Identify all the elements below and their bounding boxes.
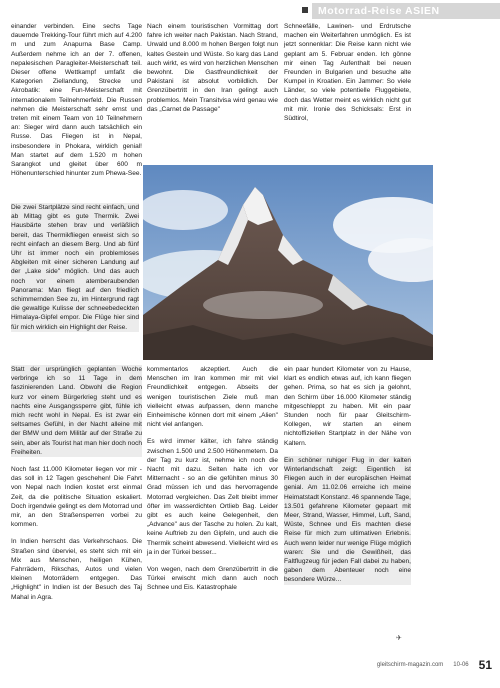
paragraph: Schneefälle, Lawinen- und Erdrutsche machen ein Weiterfahren unmöglich. Es ist jetzt sonnenklar: Die Reise kann nicht wie geplant am 5. Februar enden. Ich gönne mir einen Tag Aufenthalt bei neuen Freunden in Bulgarien und besuche alte Kumpel in Kroatien. Ein Jammer: So viele Länder, so viele potentielle Fluggebiete, doch das Wetter meint es wirklich nicht gut mit mir. Ironie des Schicksals: Erst in Südtirol,: [284, 23, 411, 123]
paragraph: Ein schöner ruhiger Flug in der kalten Winterlandschaft zeigt: Eigentlich ist Fliegen auch in der europäischen Heimat genial. Am 11.02.06 erreiche ich meine Heimatstadt Konstanz. 46 spannende Tage, 13.501 gefahrene Kilometer gepaart mit Meer, Strand, Wasser, Himmel, Luft, Sand, Wüste, Schnee und Eis machten diese Reise für mich zum ultimativen Erlebnis. Auch wenn leider nur wenige Flüge möglich waren: Sie und die Gewißheit, das Faltflugzeug für jeden Fall dabei zu haben, gaben dem Abenteuer noch eine besondere Würze...: [284, 456, 411, 584]
column-3-top: [284, 22, 411, 131]
paragraph: Die zwei Startplätze sind recht einfach, und ab Mittag gibt es gute Thermik. Zwei Hausbärte stehen brav und verläßlich bereit, das Thermikfliegen erweist sich so recht einfach an diesem Berg. Und ab fünf Uhr ist immer noch ein problemloses Abgleiten mit einer sicheren Landung auf der „Lake side" möglich. Und das auch noch vor einem atemberaubenden Panorama: Man fliegt auf den friedlich schimmernden See zu, im Hintergrund ragt die gewaltige Kulisse der schneebedeckten Himalaya-Gipfel empor. Die Flüge hier sind für mich wirklich ein Highlight der Reise.: [11, 204, 139, 331]
column-1-middle: [11, 203, 139, 340]
mountain-illustration: [143, 165, 433, 360]
footer-issue: 10-06: [453, 662, 469, 668]
paragraph: In Indien herrscht das Verkehrschaos. Die Straßen sind überviel, es steht sich mit ein Mix aus Menschen, heiligen Kühen, Fahrrädern, Rikschas, Autos und vielen kleinen Motorrädern entgegen. Das „Highlight" in Indien ist der Besuch des Taj Mahal in Agra.: [11, 538, 142, 601]
column-2-top: [147, 22, 278, 122]
header-main-title: ASIEN: [405, 5, 440, 17]
page-footer: [312, 658, 492, 672]
header-subtitle: Motorrad-Reise: [318, 5, 403, 17]
paragraph: Statt der ursprünglich geplanten Woche verbringe ich so 11 Tage in dem faszinierenden Land. Obwohl die Region kurz vor einem Bürgerkrieg steht und es nachts eine Ausgangssperre gibt, fühle ich mich recht wohl in Nepal. Es ist zwar ein seltsames Gefühl, in der Nacht alleine mit der BMW und dem Militär auf der Straße zu sein, aber als Tourist hat man hier doch noch Freiheiten.: [11, 366, 142, 456]
column-3-lower: [284, 365, 411, 593]
paragraph: einander verbinden. Eine sechs Tage dauernde Trekking-Tour führt mich auf 4.200 m und zum Anapurna Base Camp. Außerdem nehme ich an der 7. offenen, nepalesischen Paragleiter-Meisterschaft teil. Dieser offene Wettkampf umfaßt die Kategorien Ziellandung, Strecke und Akrobatik: eine Fun-Meisterschaft mit internationalem Teilnehmerfeld. Die Russen nehmen die Meisterschaft sehr ernst und treten mit einem Team von 10 Teilnehmern an: Sieger wird dann auch tatsächlich ein Russe. Das Fliegen ist in Nepal, insbesondere in Phokara, wirklich genial! Man startet auf dem 1.520 m hohen Sarangkot und gleitet über 600 m Höhenunterschied hinunter zum Phewa-See.: [11, 23, 142, 178]
header-title: [312, 5, 440, 17]
column-2-lower: [147, 365, 278, 601]
paragraph: Von wegen, nach dem Grenzübertritt in die Türkei erwischt mich dann auch noch Schnee und Eis. Katastrophale: [147, 566, 278, 592]
paragraph: Es wird immer kälter, ich fahre ständig zwischen 1.500 und 2.500 Höhenmetern. Da der Tag zu kurz ist, nehme ich noch die Nacht mit dazu. Selten halte ich vor Mitternacht - so an die gefühlten minus 30 Grad müssen ich und das hervorragende Motorrad vergleichen. Das Zelt bleibt immer öfter im wasserdichten Ortlieb Bag. Leider gibt es auch keine Gelegenheit, den „Advance" aus der Tasche zu holen. Zu kalt, keine Auftrieb zu den Gipfeln, und auch die Thermik scheint abwesend. Vielleicht wird es ja in der Türkei besser...: [147, 438, 278, 556]
section-header: [312, 3, 500, 19]
column-1-lower: [11, 365, 142, 610]
footer-site: gleitschirm-magazin.com: [376, 662, 444, 668]
paragraph: Nach einem touristischen Vormittag dort fahre ich weiter nach Pakistan. Nach Strand, Urwald und 8.000 m hohen Bergen folgt nun kaltes Gestein und Wüste. So karg das Land auch wirkt, es wird von herzlichen Menschen bewohnt. Die Gastfreundlichkeit der Pakistani ist absolut vorbildlich. Der Grenzübertritt in den Iran gelingt auch problemlos. Mein Transitvisa wird genau wie das „Carnet de Passage": [147, 23, 278, 113]
header-square-icon: [302, 7, 308, 13]
mountain-photo: [143, 165, 433, 360]
paraglider-icon: ✈: [396, 635, 402, 642]
column-1-top: [11, 22, 142, 186]
paragraph: kommentarlos akzeptiert. Auch die Menschen im Iran kommen mir mit viel Freundlichkeit entgegen. Abseits der wenigen touristischen Ziele muß man vielleicht etwas aufpassen, denn manche Einheimische können dort mit einem „Alien" nicht viel anfangen.: [147, 366, 278, 429]
paragraph: ein paar hundert Kilometer von zu Hause, klart es endlich etwas auf, ich kann fliegen gehen. Prima, so hat es sich ja gelohnt, den Schirm über 16.000 Kilometer ständig mitgeschleppt zu haben. Mit ein paar Stunden noch für paar Gleitschirm-Kollegen, wir starten an einem nichtoffiziellen Startplatz in der Nähe von Kaltern.: [284, 366, 411, 447]
page-number: 51: [478, 658, 492, 672]
paragraph: Noch fast 11.000 Kilometer liegen vor mir - das soll in 12 Tagen geschehen! Die Fahrt von Nepal nach Indien kostet erst einmal Zeit, da die politische Situation eskaliert. Doch irgendwie gelingt es dem Motorrad und mir, an den Straßensperren vorbei zu kommen.: [11, 466, 142, 529]
